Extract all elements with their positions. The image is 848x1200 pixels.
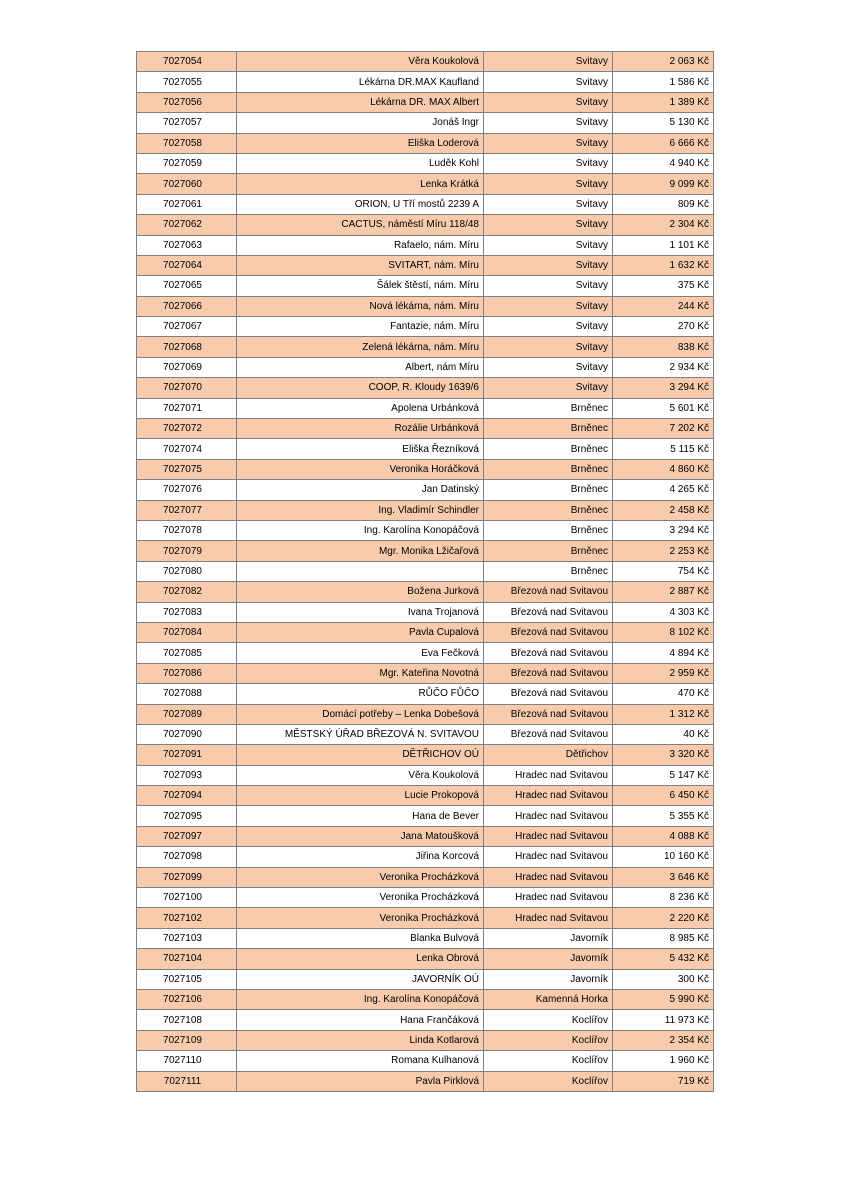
document-table-container bbox=[136, 51, 713, 1092]
table-row bbox=[137, 92, 714, 112]
name-cell: JAVORNÍK OÚ bbox=[237, 969, 484, 989]
name-cell: Fantazie, nám. Míru bbox=[237, 317, 484, 337]
id-cell: 7027103 bbox=[137, 928, 237, 948]
table-body bbox=[137, 52, 714, 1092]
amount-cell: 1 586 Kč bbox=[613, 72, 714, 92]
amount-cell: 40 Kč bbox=[613, 724, 714, 744]
amount-cell: 3 294 Kč bbox=[613, 520, 714, 540]
city-cell: Kamenná Horka bbox=[484, 989, 613, 1009]
name-cell: Pavla Pirklová bbox=[237, 1071, 484, 1091]
table-row bbox=[137, 113, 714, 133]
amount-cell: 2 304 Kč bbox=[613, 215, 714, 235]
amount-cell: 5 601 Kč bbox=[613, 398, 714, 418]
name-cell: Věra Koukolová bbox=[237, 52, 484, 72]
city-cell: Hradec nad Svitavou bbox=[484, 888, 613, 908]
city-cell: Koclířov bbox=[484, 1071, 613, 1091]
id-cell: 7027064 bbox=[137, 255, 237, 275]
id-cell: 7027106 bbox=[137, 989, 237, 1009]
table-row bbox=[137, 153, 714, 173]
city-cell: Koclířov bbox=[484, 1010, 613, 1030]
name-cell: Lékárna DR. MAX Albert bbox=[237, 92, 484, 112]
amount-cell: 11 973 Kč bbox=[613, 1010, 714, 1030]
city-cell: Hradec nad Svitavou bbox=[484, 765, 613, 785]
city-cell: Březová nad Svitavou bbox=[484, 622, 613, 642]
name-cell: Lenka Krátká bbox=[237, 174, 484, 194]
city-cell: Brněnec bbox=[484, 480, 613, 500]
city-cell: Svitavy bbox=[484, 72, 613, 92]
table-row bbox=[137, 1010, 714, 1030]
city-cell: Brněnec bbox=[484, 459, 613, 479]
name-cell: Luděk Kohl bbox=[237, 153, 484, 173]
city-cell: Svitavy bbox=[484, 174, 613, 194]
amount-cell: 4 088 Kč bbox=[613, 826, 714, 846]
name-cell: Albert, nám Míru bbox=[237, 357, 484, 377]
id-cell: 7027080 bbox=[137, 561, 237, 581]
name-cell: Mgr. Kateřina Novotná bbox=[237, 663, 484, 683]
city-cell: Hradec nad Svitavou bbox=[484, 908, 613, 928]
id-cell: 7027105 bbox=[137, 969, 237, 989]
amount-cell: 1 312 Kč bbox=[613, 704, 714, 724]
name-cell: Ing. Karolína Konopáčová bbox=[237, 520, 484, 540]
table-row bbox=[137, 949, 714, 969]
id-cell: 7027063 bbox=[137, 235, 237, 255]
table-row bbox=[137, 398, 714, 418]
amount-cell: 300 Kč bbox=[613, 969, 714, 989]
name-cell: Ivana Trojanová bbox=[237, 602, 484, 622]
amount-cell: 4 303 Kč bbox=[613, 602, 714, 622]
table-row bbox=[137, 888, 714, 908]
name-cell: COOP, R. Kloudy 1639/6 bbox=[237, 378, 484, 398]
id-cell: 7027057 bbox=[137, 113, 237, 133]
amount-cell: 3 294 Kč bbox=[613, 378, 714, 398]
id-cell: 7027072 bbox=[137, 419, 237, 439]
name-cell: Jiřina Korcová bbox=[237, 847, 484, 867]
table-row bbox=[137, 582, 714, 602]
table-row bbox=[137, 908, 714, 928]
name-cell: CACTUS, náměstí Míru 118/48 bbox=[237, 215, 484, 235]
table-row bbox=[137, 317, 714, 337]
amount-cell: 1 101 Kč bbox=[613, 235, 714, 255]
city-cell: Svitavy bbox=[484, 194, 613, 214]
name-cell: Lenka Obrová bbox=[237, 949, 484, 969]
table-row bbox=[137, 520, 714, 540]
table-row bbox=[137, 255, 714, 275]
amount-cell: 6 666 Kč bbox=[613, 133, 714, 153]
amount-cell: 244 Kč bbox=[613, 296, 714, 316]
amount-cell: 2 063 Kč bbox=[613, 52, 714, 72]
amount-cell: 10 160 Kč bbox=[613, 847, 714, 867]
table-row bbox=[137, 969, 714, 989]
city-cell: Svitavy bbox=[484, 296, 613, 316]
name-cell: Pavla Cupalová bbox=[237, 622, 484, 642]
amount-cell: 809 Kč bbox=[613, 194, 714, 214]
table-row bbox=[137, 1051, 714, 1071]
id-cell: 7027066 bbox=[137, 296, 237, 316]
city-cell: Březová nad Svitavou bbox=[484, 724, 613, 744]
table-row bbox=[137, 357, 714, 377]
city-cell: Brněnec bbox=[484, 419, 613, 439]
city-cell: Svitavy bbox=[484, 235, 613, 255]
name-cell: Ing. Vladimír Schindler bbox=[237, 500, 484, 520]
amount-cell: 2 354 Kč bbox=[613, 1030, 714, 1050]
city-cell: Brněnec bbox=[484, 439, 613, 459]
table-row bbox=[137, 724, 714, 744]
id-cell: 7027094 bbox=[137, 786, 237, 806]
name-cell: Jan Datinský bbox=[237, 480, 484, 500]
name-cell: Romana Kulhanová bbox=[237, 1051, 484, 1071]
id-cell: 7027076 bbox=[137, 480, 237, 500]
id-cell: 7027109 bbox=[137, 1030, 237, 1050]
id-cell: 7027055 bbox=[137, 72, 237, 92]
city-cell: Koclířov bbox=[484, 1030, 613, 1050]
table-row bbox=[137, 337, 714, 357]
id-cell: 7027059 bbox=[137, 153, 237, 173]
amount-cell: 1 632 Kč bbox=[613, 255, 714, 275]
name-cell: Apolena Urbánková bbox=[237, 398, 484, 418]
amount-cell: 6 450 Kč bbox=[613, 786, 714, 806]
table-row bbox=[137, 459, 714, 479]
amount-cell: 375 Kč bbox=[613, 276, 714, 296]
name-cell: Lucie Prokopová bbox=[237, 786, 484, 806]
city-cell: Brněnec bbox=[484, 398, 613, 418]
table-row bbox=[137, 133, 714, 153]
amount-cell: 2 959 Kč bbox=[613, 663, 714, 683]
id-cell: 7027058 bbox=[137, 133, 237, 153]
table-row bbox=[137, 235, 714, 255]
amount-cell: 5 147 Kč bbox=[613, 765, 714, 785]
table-row bbox=[137, 765, 714, 785]
id-cell: 7027082 bbox=[137, 582, 237, 602]
name-cell: Zelená lékárna, nám. Míru bbox=[237, 337, 484, 357]
id-cell: 7027102 bbox=[137, 908, 237, 928]
name-cell: Božena Jurková bbox=[237, 582, 484, 602]
id-cell: 7027095 bbox=[137, 806, 237, 826]
table-row bbox=[137, 1030, 714, 1050]
name-cell: Domácí potřeby – Lenka Dobešová bbox=[237, 704, 484, 724]
amount-cell: 2 887 Kč bbox=[613, 582, 714, 602]
id-cell: 7027085 bbox=[137, 643, 237, 663]
amount-cell: 5 432 Kč bbox=[613, 949, 714, 969]
table-row bbox=[137, 439, 714, 459]
table-row bbox=[137, 72, 714, 92]
id-cell: 7027083 bbox=[137, 602, 237, 622]
table-row bbox=[137, 602, 714, 622]
amount-cell: 4 940 Kč bbox=[613, 153, 714, 173]
name-cell: Blanka Bulvová bbox=[237, 928, 484, 948]
table-row bbox=[137, 643, 714, 663]
id-cell: 7027061 bbox=[137, 194, 237, 214]
records-table bbox=[136, 51, 714, 1092]
name-cell: Rafaelo, nám. Míru bbox=[237, 235, 484, 255]
table-row bbox=[137, 215, 714, 235]
name-cell: Linda Kotlarová bbox=[237, 1030, 484, 1050]
id-cell: 7027088 bbox=[137, 684, 237, 704]
city-cell: Svitavy bbox=[484, 133, 613, 153]
amount-cell: 1 960 Kč bbox=[613, 1051, 714, 1071]
city-cell: Svitavy bbox=[484, 357, 613, 377]
table-row bbox=[137, 704, 714, 724]
id-cell: 7027069 bbox=[137, 357, 237, 377]
name-cell: Věra Koukolová bbox=[237, 765, 484, 785]
amount-cell: 4 860 Kč bbox=[613, 459, 714, 479]
amount-cell: 9 099 Kč bbox=[613, 174, 714, 194]
table-row bbox=[137, 419, 714, 439]
table-row bbox=[137, 378, 714, 398]
amount-cell: 5 130 Kč bbox=[613, 113, 714, 133]
amount-cell: 5 990 Kč bbox=[613, 989, 714, 1009]
table-row bbox=[137, 847, 714, 867]
city-cell: Brněnec bbox=[484, 520, 613, 540]
city-cell: Svitavy bbox=[484, 153, 613, 173]
city-cell: Hradec nad Svitavou bbox=[484, 786, 613, 806]
name-cell: Veronika Horáčková bbox=[237, 459, 484, 479]
name-cell: Eliška Loderová bbox=[237, 133, 484, 153]
amount-cell: 3 646 Kč bbox=[613, 867, 714, 887]
amount-cell: 470 Kč bbox=[613, 684, 714, 704]
amount-cell: 3 320 Kč bbox=[613, 745, 714, 765]
city-cell: Březová nad Svitavou bbox=[484, 704, 613, 724]
table-row bbox=[137, 826, 714, 846]
name-cell: Mgr. Monika Lžičařová bbox=[237, 541, 484, 561]
amount-cell: 838 Kč bbox=[613, 337, 714, 357]
id-cell: 7027086 bbox=[137, 663, 237, 683]
city-cell: Hradec nad Svitavou bbox=[484, 867, 613, 887]
id-cell: 7027084 bbox=[137, 622, 237, 642]
amount-cell: 5 115 Kč bbox=[613, 439, 714, 459]
city-cell: Svitavy bbox=[484, 255, 613, 275]
city-cell: Javorník bbox=[484, 928, 613, 948]
city-cell: Koclířov bbox=[484, 1051, 613, 1071]
city-cell: Javorník bbox=[484, 969, 613, 989]
amount-cell: 8 102 Kč bbox=[613, 622, 714, 642]
amount-cell: 754 Kč bbox=[613, 561, 714, 581]
id-cell: 7027074 bbox=[137, 439, 237, 459]
name-cell: Jonáš Ingr bbox=[237, 113, 484, 133]
table-row bbox=[137, 541, 714, 561]
amount-cell: 8 236 Kč bbox=[613, 888, 714, 908]
city-cell: Svitavy bbox=[484, 52, 613, 72]
table-row bbox=[137, 806, 714, 826]
amount-cell: 4 265 Kč bbox=[613, 480, 714, 500]
name-cell: Eliška Řezníková bbox=[237, 439, 484, 459]
city-cell: Brněnec bbox=[484, 500, 613, 520]
table-row bbox=[137, 989, 714, 1009]
id-cell: 7027067 bbox=[137, 317, 237, 337]
table-row bbox=[137, 1071, 714, 1091]
name-cell: Nová lékárna, nám. Míru bbox=[237, 296, 484, 316]
table-row bbox=[137, 194, 714, 214]
city-cell: Březová nad Svitavou bbox=[484, 643, 613, 663]
name-cell: Veronika Procházková bbox=[237, 888, 484, 908]
id-cell: 7027060 bbox=[137, 174, 237, 194]
name-cell: Eva Fečková bbox=[237, 643, 484, 663]
id-cell: 7027110 bbox=[137, 1051, 237, 1071]
city-cell: Svitavy bbox=[484, 276, 613, 296]
table-row bbox=[137, 174, 714, 194]
table-row bbox=[137, 786, 714, 806]
city-cell: Svitavy bbox=[484, 378, 613, 398]
name-cell: RŮČO FŮČO bbox=[237, 684, 484, 704]
table-row bbox=[137, 622, 714, 642]
table-row bbox=[137, 928, 714, 948]
amount-cell: 5 355 Kč bbox=[613, 806, 714, 826]
name-cell: Šálek štěstí, nám. Míru bbox=[237, 276, 484, 296]
amount-cell: 2 220 Kč bbox=[613, 908, 714, 928]
table-row bbox=[137, 480, 714, 500]
table-row bbox=[137, 663, 714, 683]
amount-cell: 719 Kč bbox=[613, 1071, 714, 1091]
name-cell: Rozálie Urbánková bbox=[237, 419, 484, 439]
city-cell: Svitavy bbox=[484, 317, 613, 337]
name-cell: MĚSTSKÝ ÚŘAD BŘEZOVÁ N. SVITAVOU bbox=[237, 724, 484, 744]
id-cell: 7027111 bbox=[137, 1071, 237, 1091]
id-cell: 7027077 bbox=[137, 500, 237, 520]
name-cell: Veronika Procházková bbox=[237, 867, 484, 887]
id-cell: 7027091 bbox=[137, 745, 237, 765]
city-cell: Březová nad Svitavou bbox=[484, 582, 613, 602]
amount-cell: 2 253 Kč bbox=[613, 541, 714, 561]
amount-cell: 2 934 Kč bbox=[613, 357, 714, 377]
city-cell: Javorník bbox=[484, 949, 613, 969]
id-cell: 7027093 bbox=[137, 765, 237, 785]
name-cell: Ing. Karolína Konopáčová bbox=[237, 989, 484, 1009]
id-cell: 7027098 bbox=[137, 847, 237, 867]
amount-cell: 7 202 Kč bbox=[613, 419, 714, 439]
city-cell: Dětřichov bbox=[484, 745, 613, 765]
table-row bbox=[137, 276, 714, 296]
id-cell: 7027108 bbox=[137, 1010, 237, 1030]
city-cell: Svitavy bbox=[484, 337, 613, 357]
city-cell: Hradec nad Svitavou bbox=[484, 806, 613, 826]
id-cell: 7027100 bbox=[137, 888, 237, 908]
table-row bbox=[137, 745, 714, 765]
id-cell: 7027054 bbox=[137, 52, 237, 72]
id-cell: 7027065 bbox=[137, 276, 237, 296]
id-cell: 7027056 bbox=[137, 92, 237, 112]
city-cell: Březová nad Svitavou bbox=[484, 663, 613, 683]
name-cell: ORION, U Tří mostů 2239 A bbox=[237, 194, 484, 214]
name-cell: SVITART, nám. Míru bbox=[237, 255, 484, 275]
city-cell: Březová nad Svitavou bbox=[484, 602, 613, 622]
city-cell: Svitavy bbox=[484, 92, 613, 112]
id-cell: 7027090 bbox=[137, 724, 237, 744]
name-cell: Veronika Procházková bbox=[237, 908, 484, 928]
table-row bbox=[137, 500, 714, 520]
id-cell: 7027071 bbox=[137, 398, 237, 418]
table-row bbox=[137, 561, 714, 581]
amount-cell: 2 458 Kč bbox=[613, 500, 714, 520]
city-cell: Brněnec bbox=[484, 541, 613, 561]
city-cell: Svitavy bbox=[484, 215, 613, 235]
id-cell: 7027075 bbox=[137, 459, 237, 479]
city-cell: Svitavy bbox=[484, 113, 613, 133]
name-cell: Hana Frančáková bbox=[237, 1010, 484, 1030]
id-cell: 7027068 bbox=[137, 337, 237, 357]
name-cell: Lékárna DR.MAX Kaufland bbox=[237, 72, 484, 92]
id-cell: 7027099 bbox=[137, 867, 237, 887]
id-cell: 7027104 bbox=[137, 949, 237, 969]
name-cell: DĚTŘICHOV OÚ bbox=[237, 745, 484, 765]
table-row bbox=[137, 684, 714, 704]
name-cell: Jana Matoušková bbox=[237, 826, 484, 846]
name-cell: Hana de Bever bbox=[237, 806, 484, 826]
city-cell: Březová nad Svitavou bbox=[484, 684, 613, 704]
city-cell: Hradec nad Svitavou bbox=[484, 847, 613, 867]
name-cell bbox=[237, 561, 484, 581]
id-cell: 7027070 bbox=[137, 378, 237, 398]
id-cell: 7027079 bbox=[137, 541, 237, 561]
amount-cell: 4 894 Kč bbox=[613, 643, 714, 663]
amount-cell: 270 Kč bbox=[613, 317, 714, 337]
city-cell: Brněnec bbox=[484, 561, 613, 581]
table-row bbox=[137, 296, 714, 316]
id-cell: 7027097 bbox=[137, 826, 237, 846]
id-cell: 7027089 bbox=[137, 704, 237, 724]
amount-cell: 1 389 Kč bbox=[613, 92, 714, 112]
id-cell: 7027078 bbox=[137, 520, 237, 540]
id-cell: 7027062 bbox=[137, 215, 237, 235]
table-row bbox=[137, 52, 714, 72]
amount-cell: 8 985 Kč bbox=[613, 928, 714, 948]
city-cell: Hradec nad Svitavou bbox=[484, 826, 613, 846]
table-row bbox=[137, 867, 714, 887]
